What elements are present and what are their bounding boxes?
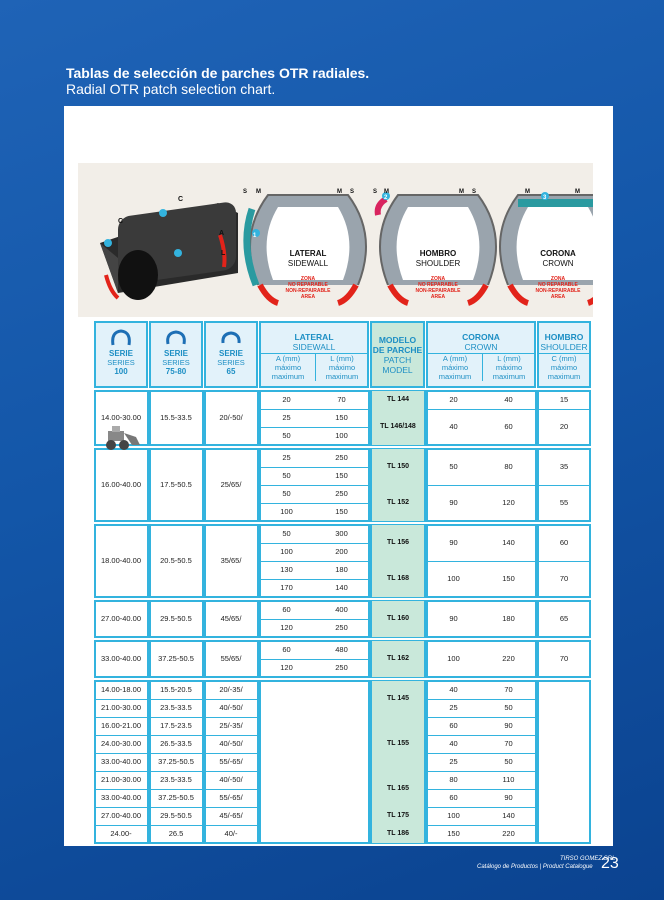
- mark-m: M: [459, 189, 464, 195]
- nonrep-3a: ZONA: [550, 276, 566, 282]
- patch-model-cell: TL 160: [372, 601, 424, 637]
- header-series-100: SERIE SERIES 100: [94, 321, 148, 388]
- lower-patch-model: TL 165: [372, 771, 424, 807]
- nonrep-1a: ZONA: [300, 276, 316, 282]
- lower-crown-a: 80: [449, 775, 458, 784]
- lower-series-100: 14.00-18.00: [100, 685, 142, 694]
- header-series-7580: SERIE SERIES 75-80: [149, 321, 203, 388]
- lower-series-7580: 26.5-33.5: [160, 739, 192, 748]
- zone-sub-corona: CROWN: [542, 259, 574, 268]
- series-size-cell: 27.00-40.00: [100, 614, 142, 623]
- nonrep-1c: NON-REPAIRABLE: [285, 288, 331, 294]
- lateral-l-value: 100: [335, 431, 348, 440]
- series-size-cell: 55/65/: [220, 654, 242, 663]
- header-lateral: LATERAL SIDEWALL A (mm) máximo maximum L (mm) máximo maximum: [259, 321, 369, 388]
- mark-m: M: [575, 189, 580, 195]
- lower-crown-a: 60: [449, 793, 458, 802]
- lateral-l-value: 150: [335, 471, 348, 480]
- table-header: [94, 321, 591, 388]
- lateral-a-value: 100: [280, 547, 293, 556]
- lower-patch-model: TL 155: [372, 717, 424, 771]
- lower-crown-a: 40: [449, 685, 458, 694]
- lower-series-7580: 29.5-50.5: [160, 811, 192, 820]
- patch-model-cell: TL 146/148: [372, 409, 424, 445]
- zone-title-lateral: LATERAL: [289, 249, 327, 258]
- lateral-a-value: 120: [280, 623, 293, 632]
- crown-l-value: 80: [504, 462, 513, 471]
- marker-l: L: [221, 250, 226, 257]
- lower-series-7580: 17.5-23.5: [160, 721, 192, 730]
- tire-profile-icon: [110, 329, 132, 347]
- wheel-loader-icon: [102, 425, 142, 451]
- lateral-a-value: 50: [282, 471, 291, 480]
- lower-crown-a: 100: [447, 811, 460, 820]
- series-size-cell: 35/65/: [220, 556, 242, 565]
- crown-a-value: 50: [449, 462, 458, 471]
- nonrep-3d: AREA: [550, 294, 566, 300]
- page-number: 23: [601, 855, 619, 872]
- shoulder-c-value: 70: [559, 574, 569, 583]
- lateral-a-value: 20: [282, 395, 291, 404]
- lower-crown-l: 220: [502, 829, 515, 838]
- lower-crown-a: 60: [449, 721, 458, 730]
- shoulder-c-value: 20: [559, 422, 569, 431]
- lower-crown-l: 140: [502, 811, 515, 820]
- lateral-l-value: 140: [335, 583, 348, 592]
- lower-series-65: 40/-50/: [219, 703, 243, 712]
- lateral-l-value: 300: [335, 529, 348, 538]
- nonrep-1d: AREA: [300, 294, 316, 300]
- patch-model-cell: TL 168: [372, 561, 424, 597]
- lateral-l-value: 200: [335, 547, 348, 556]
- mark-m: M: [256, 189, 261, 195]
- mark-m: M: [525, 189, 530, 195]
- lower-patch-model: TL 186: [372, 825, 424, 843]
- crown-l-value: 150: [502, 574, 515, 583]
- shoulder-c-value: 60: [559, 538, 569, 547]
- shoulder-c-value: 15: [559, 395, 569, 404]
- mark-s: S: [350, 189, 355, 195]
- lateral-l-value: 150: [335, 507, 348, 516]
- crown-l-value: 60: [504, 422, 513, 431]
- series-size-cell: 17.5-50.5: [160, 480, 192, 489]
- crown-a-value: 100: [447, 574, 460, 583]
- title-es: Tablas de selección de parches OTR radiales.: [66, 65, 370, 81]
- tire-profile-icon: [165, 329, 187, 347]
- lower-series-7580: 37.25-50.5: [158, 793, 194, 802]
- title-en: Radial OTR patch selection chart.: [66, 81, 276, 97]
- header-hombro: HOMBRO SHOULDER C (mm) máximo maximum: [537, 321, 591, 388]
- lateral-l-value: 480: [335, 645, 348, 654]
- lower-series-100: 24.00-30.00: [100, 739, 142, 748]
- patch-model-cell: TL 150: [372, 449, 424, 485]
- crown-a-value: 20: [449, 395, 458, 404]
- series-size-cell: 29.5-50.5: [160, 614, 192, 623]
- lower-patch-model: TL 175: [372, 807, 424, 825]
- nonrep-3c: NON-REPAIRABLE: [535, 288, 581, 294]
- tire-profile-icon: [220, 329, 242, 347]
- lower-series-7580: 26.5: [168, 829, 184, 838]
- mark-s: S: [373, 189, 378, 195]
- marker-c2: C: [178, 196, 184, 203]
- lower-crown-l: 90: [504, 721, 513, 730]
- lateral-l-value: 250: [335, 663, 348, 672]
- lateral-l-value: 150: [335, 413, 348, 422]
- series-size-cell: 33.00-40.00: [100, 654, 142, 663]
- lower-series-7580: 37.25-50.5: [158, 757, 194, 766]
- zone-sub-hombro: SHOULDER: [415, 259, 461, 268]
- lower-series-100: 33.00-40.00: [100, 757, 142, 766]
- zone-num-3: 3: [543, 195, 547, 201]
- series-size-cell: 18.00-40.00: [100, 556, 142, 565]
- lower-crown-a: 150: [447, 829, 460, 838]
- marker-a: A: [219, 230, 225, 237]
- shoulder-c-value: 70: [559, 654, 569, 663]
- lower-series-65: 20/-35/: [219, 685, 243, 694]
- lower-series-65: 40/-: [224, 829, 238, 838]
- patch-model-cell: TL 162: [372, 641, 424, 677]
- series-size-cell: 15.5-33.5: [160, 413, 192, 422]
- header-series-65: SERIE SERIES 65: [204, 321, 258, 388]
- footer-catalog: Catálogo de Productos | Product Catalogue: [477, 864, 593, 870]
- header-patch-model: MODELO DE PARCHE PATCH MODEL: [370, 321, 425, 388]
- nonrep-3b: NO REPARABLE: [538, 282, 578, 288]
- series-size-cell: 16.00-40.00: [100, 480, 142, 489]
- lower-crown-l: 50: [504, 757, 513, 766]
- lateral-a-value: 50: [282, 529, 291, 538]
- shoulder-c-value: 55: [559, 498, 569, 507]
- crown-a-value: 90: [449, 498, 458, 507]
- lower-series-100: 24.00-: [110, 829, 132, 838]
- lateral-a-value: 50: [282, 431, 291, 440]
- catalog-sheet: [64, 106, 613, 846]
- series-size-cell: 20/-50/: [219, 413, 243, 422]
- zone-title-corona: CORONA: [540, 249, 576, 258]
- patch-model-cell: TL 144: [372, 391, 424, 409]
- lower-crown-a: 40: [449, 739, 458, 748]
- lateral-a-value: 170: [280, 583, 293, 592]
- lateral-l-value: 250: [335, 453, 348, 462]
- zone-num-1: 1: [253, 233, 257, 239]
- lower-series-100: 33.00-40.00: [100, 793, 142, 802]
- shoulder-c-value: 35: [559, 462, 569, 471]
- lower-patch-model: TL 145: [372, 681, 424, 717]
- lateral-a-value: 120: [280, 663, 293, 672]
- series-size-cell: 25/65/: [220, 480, 242, 489]
- lateral-l-value: 250: [335, 623, 348, 632]
- crown-l-value: 220: [502, 654, 515, 663]
- crown-l-value: 180: [502, 614, 515, 623]
- patch-model-cell: TL 152: [372, 485, 424, 521]
- group-border: [537, 680, 591, 844]
- patch-model-cell: TL 156: [372, 525, 424, 561]
- shoulder-c-value: 65: [559, 614, 569, 623]
- nonrep-2d: AREA: [430, 294, 446, 300]
- lower-series-100: 27.00-40.00: [100, 811, 142, 820]
- crown-l-value: 40: [504, 395, 513, 404]
- lower-series-65: 25/-35/: [219, 721, 243, 730]
- lateral-l-value: 250: [335, 489, 348, 498]
- zone-num-2: 2: [384, 195, 388, 201]
- lower-crown-l: 50: [504, 703, 513, 712]
- lateral-a-value: 60: [282, 645, 291, 654]
- crown-a-value: 90: [449, 614, 458, 623]
- lower-series-65: 45/-65/: [219, 811, 243, 820]
- mark-m: M: [384, 189, 389, 195]
- tire-diagram-panel: [78, 163, 593, 317]
- zone-title-hombro: HOMBRO: [419, 249, 457, 258]
- nonrep-2b: NO REPARABLE: [418, 282, 458, 288]
- crown-l-value: 140: [502, 538, 515, 547]
- lower-series-7580: 23.5-33.5: [160, 775, 192, 784]
- lower-series-65: 55/-65/: [219, 793, 243, 802]
- lower-series-65: 55/-65/: [219, 757, 243, 766]
- lower-series-7580: 15.5-20.5: [160, 685, 192, 694]
- lateral-l-value: 180: [335, 565, 348, 574]
- lower-series-65: 40/-50/: [219, 775, 243, 784]
- nonrep-2a: ZONA: [430, 276, 446, 282]
- lateral-l-value: 70: [337, 395, 346, 404]
- lateral-a-value: 130: [280, 565, 293, 574]
- series-size-cell: 20.5-50.5: [160, 556, 192, 565]
- mark-s: S: [243, 189, 248, 195]
- lateral-l-value: 400: [335, 605, 348, 614]
- lateral-a-value: 60: [282, 605, 291, 614]
- footer-company: TIRSO GOMEZ SRL: [560, 856, 616, 862]
- group-border: [259, 680, 370, 844]
- lower-crown-l: 110: [502, 775, 515, 784]
- lower-crown-l: 90: [504, 793, 513, 802]
- series-size-cell: 45/65/: [220, 614, 242, 623]
- lower-crown-a: 25: [449, 757, 458, 766]
- lower-series-100: 21.00-30.00: [100, 703, 142, 712]
- lower-crown-l: 70: [504, 739, 513, 748]
- lateral-a-value: 25: [282, 413, 291, 422]
- mark-m: M: [337, 189, 342, 195]
- zone-sub-lateral: SIDEWALL: [287, 259, 329, 268]
- lower-crown-l: 70: [504, 685, 513, 694]
- lateral-a-value: 100: [280, 507, 293, 516]
- marker-c1: C: [118, 218, 124, 225]
- series-size-cell: 14.00-30.00: [100, 413, 142, 422]
- tire-3d-illustration: [100, 201, 238, 300]
- lower-crown-a: 25: [449, 703, 458, 712]
- crown-a-value: 90: [449, 538, 458, 547]
- series-size-cell: 37.25-50.5: [158, 654, 194, 663]
- tire-diagrams: [78, 163, 593, 317]
- header-corona: CORONA CROWN A (mm) máximo maximum L (mm) máximo maximum: [426, 321, 536, 388]
- nonrep-1b: NO REPARABLE: [288, 282, 328, 288]
- crown-a-value: 100: [447, 654, 460, 663]
- nonrep-2c: NON-REPAIRABLE: [415, 288, 461, 294]
- lateral-a-value: 25: [282, 453, 291, 462]
- lower-series-100: 16.00-21.00: [100, 721, 142, 730]
- lower-series-100: 21.00-30.00: [100, 775, 142, 784]
- lower-series-7580: 23.5-33.5: [160, 703, 192, 712]
- mark-s: S: [472, 189, 477, 195]
- lower-series-65: 40/-50/: [219, 739, 243, 748]
- crown-l-value: 120: [502, 498, 515, 507]
- crown-a-value: 40: [449, 422, 458, 431]
- lateral-a-value: 50: [282, 489, 291, 498]
- tire-hole: [118, 250, 158, 300]
